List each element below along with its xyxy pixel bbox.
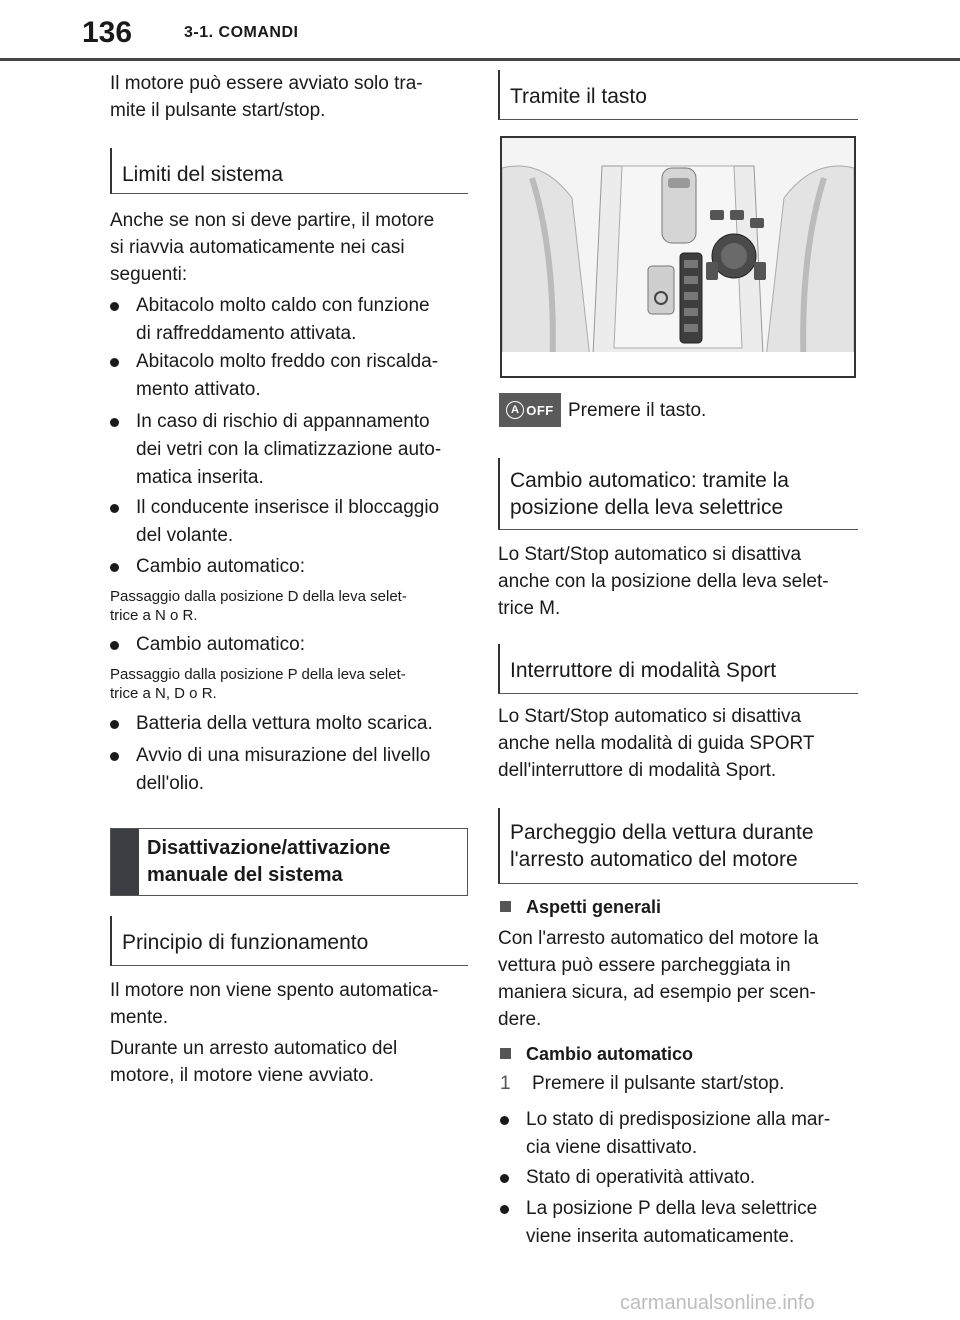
section-marker-bar — [111, 829, 139, 895]
list-item — [110, 408, 468, 492]
section-limits — [110, 148, 468, 194]
bullet-dot — [500, 1116, 509, 1125]
bullet-dot — [110, 418, 119, 427]
watermark: carmanualsonline.info — [620, 1292, 815, 1314]
subhead-general: Aspetti generali — [500, 895, 856, 919]
general-text-3: maniera sicura, ad esempio per scen- — [498, 982, 816, 1003]
section-manual-deactivation — [110, 828, 468, 896]
key-icon-label: OFF — [526, 402, 554, 418]
chapter-title: 3-1. COMANDI — [184, 24, 299, 41]
sport-text-1: Lo Start/Stop automatico si disattiva — [498, 706, 802, 727]
general-text-2: vettura può essere parcheggiata in — [498, 955, 791, 976]
note-1-line-2: trice a N o R. — [110, 607, 198, 624]
note-2-line-2: trice a N, D o R. — [110, 685, 217, 702]
note-1-line-1: Passaggio dalla posizione D della leva selet- — [110, 588, 407, 605]
section-lever — [498, 458, 858, 530]
section-key — [498, 70, 858, 120]
principle-p1-line-1: Il motore non viene spento automatica- — [110, 980, 439, 1001]
list-item — [110, 348, 468, 404]
step-1 — [500, 1071, 856, 1097]
center-console-illustration — [502, 138, 854, 376]
list-item-text: In caso di rischio di appannamento dei vetri con la climatizzazione auto- matica inserita. — [136, 411, 442, 488]
page-number: 136 — [82, 16, 133, 49]
auto-start-stop-off-key-icon — [499, 393, 561, 427]
bullet-dot — [110, 720, 119, 729]
sport-text-3: dell'interruttore di modalità Sport. — [498, 760, 777, 781]
square-marker-icon — [500, 901, 511, 912]
section-parking — [498, 808, 858, 884]
list-item — [110, 742, 468, 798]
list-item-text: Lo stato di predisposizione alla mar- cia viene disattivato. — [526, 1109, 831, 1158]
list-item — [500, 1195, 856, 1251]
principle-p2-line-2: motore, il motore viene avviato. — [110, 1065, 375, 1086]
list-item-text: La posizione P della leva selettrice viene inserita automaticamente. — [526, 1198, 818, 1247]
page-header — [0, 0, 960, 62]
bullet-dot — [500, 1205, 509, 1214]
principle-p2-line-1: Durante un arresto automatico del — [110, 1038, 398, 1059]
list-item-text: Abitacolo molto freddo con riscalda- mento attivato. — [136, 351, 439, 400]
list-item — [110, 494, 468, 550]
center-console-figure — [500, 136, 856, 378]
list-item — [110, 710, 468, 738]
section-lever-title: Cambio automatico: tramite la posizione della leva selettrice — [510, 469, 789, 519]
a-ring-icon: A — [506, 401, 524, 419]
bullet-dot — [110, 302, 119, 311]
bullet-dot — [110, 752, 119, 761]
lever-text-2: anche con la posizione della leva selet- — [498, 571, 829, 592]
intro-line-1: Il motore può essere avviato solo tra- — [110, 73, 423, 94]
subhead-auto: Cambio automatico — [500, 1042, 856, 1066]
list-item — [500, 1164, 856, 1192]
square-marker-icon — [500, 1048, 511, 1059]
section-principle — [110, 916, 468, 966]
limits-intro-3: seguenti: — [110, 264, 188, 285]
bullet-dot — [110, 504, 119, 513]
bullet-dot — [110, 641, 119, 650]
lever-text-1: Lo Start/Stop automatico si disattiva — [498, 544, 802, 565]
general-text-1: Con l'arresto automatico del motore la — [498, 928, 819, 949]
list-item-text: Abitacolo molto caldo con funzione di raffreddamento attivata. — [136, 295, 430, 344]
list-item — [110, 631, 468, 659]
section-sport — [498, 644, 858, 694]
section-key-title: Tramite il tasto — [510, 85, 647, 108]
step-number: 1 — [500, 1073, 511, 1094]
section-limits-title: Limiti del sistema — [122, 163, 284, 186]
note-2-line-1: Passaggio dalla posizione P della leva selet- — [110, 666, 406, 683]
list-item — [500, 1106, 856, 1162]
section-principle-title: Principio di funzionamento — [122, 931, 369, 954]
section-parking-title: Parcheggio della vettura durante l'arresto automatico del motore — [510, 821, 814, 871]
general-text-4: dere. — [498, 1009, 542, 1030]
section-sport-title: Interruttore di modalità Sport — [510, 659, 777, 682]
section-manual-deactivation-title: Disattivazione/attivazione manuale del sistema — [147, 837, 391, 886]
lever-text-3: trice M. — [498, 598, 561, 619]
list-item-text: Stato di operatività attivato. — [526, 1167, 756, 1188]
header-rule — [0, 58, 960, 61]
press-key-text: Premere il tasto. — [568, 400, 707, 421]
list-item — [110, 553, 468, 581]
limits-intro-2: si riavvia automaticamente nei casi — [110, 237, 405, 258]
bullet-dot — [110, 563, 119, 572]
limits-intro-1: Anche se non si deve partire, il motore — [110, 210, 435, 231]
list-item-text: Cambio automatico: — [136, 556, 305, 577]
list-item-text: Il conducente inserisce il bloccaggio del volante. — [136, 497, 440, 546]
step-text: Premere il pulsante start/stop. — [532, 1073, 785, 1094]
list-item-text: Batteria della vettura molto scarica. — [136, 713, 433, 734]
intro-line-2: mite il pulsante start/stop. — [110, 100, 326, 121]
bullet-dot — [500, 1174, 509, 1183]
list-item — [110, 292, 468, 348]
bullet-dot — [110, 358, 119, 367]
sport-text-2: anche nella modalità di guida SPORT — [498, 733, 815, 754]
list-item-text: Avvio di una misurazione del livello dell'olio. — [136, 745, 431, 794]
list-item-text: Cambio automatico: — [136, 634, 305, 655]
principle-p1-line-2: mente. — [110, 1007, 169, 1028]
